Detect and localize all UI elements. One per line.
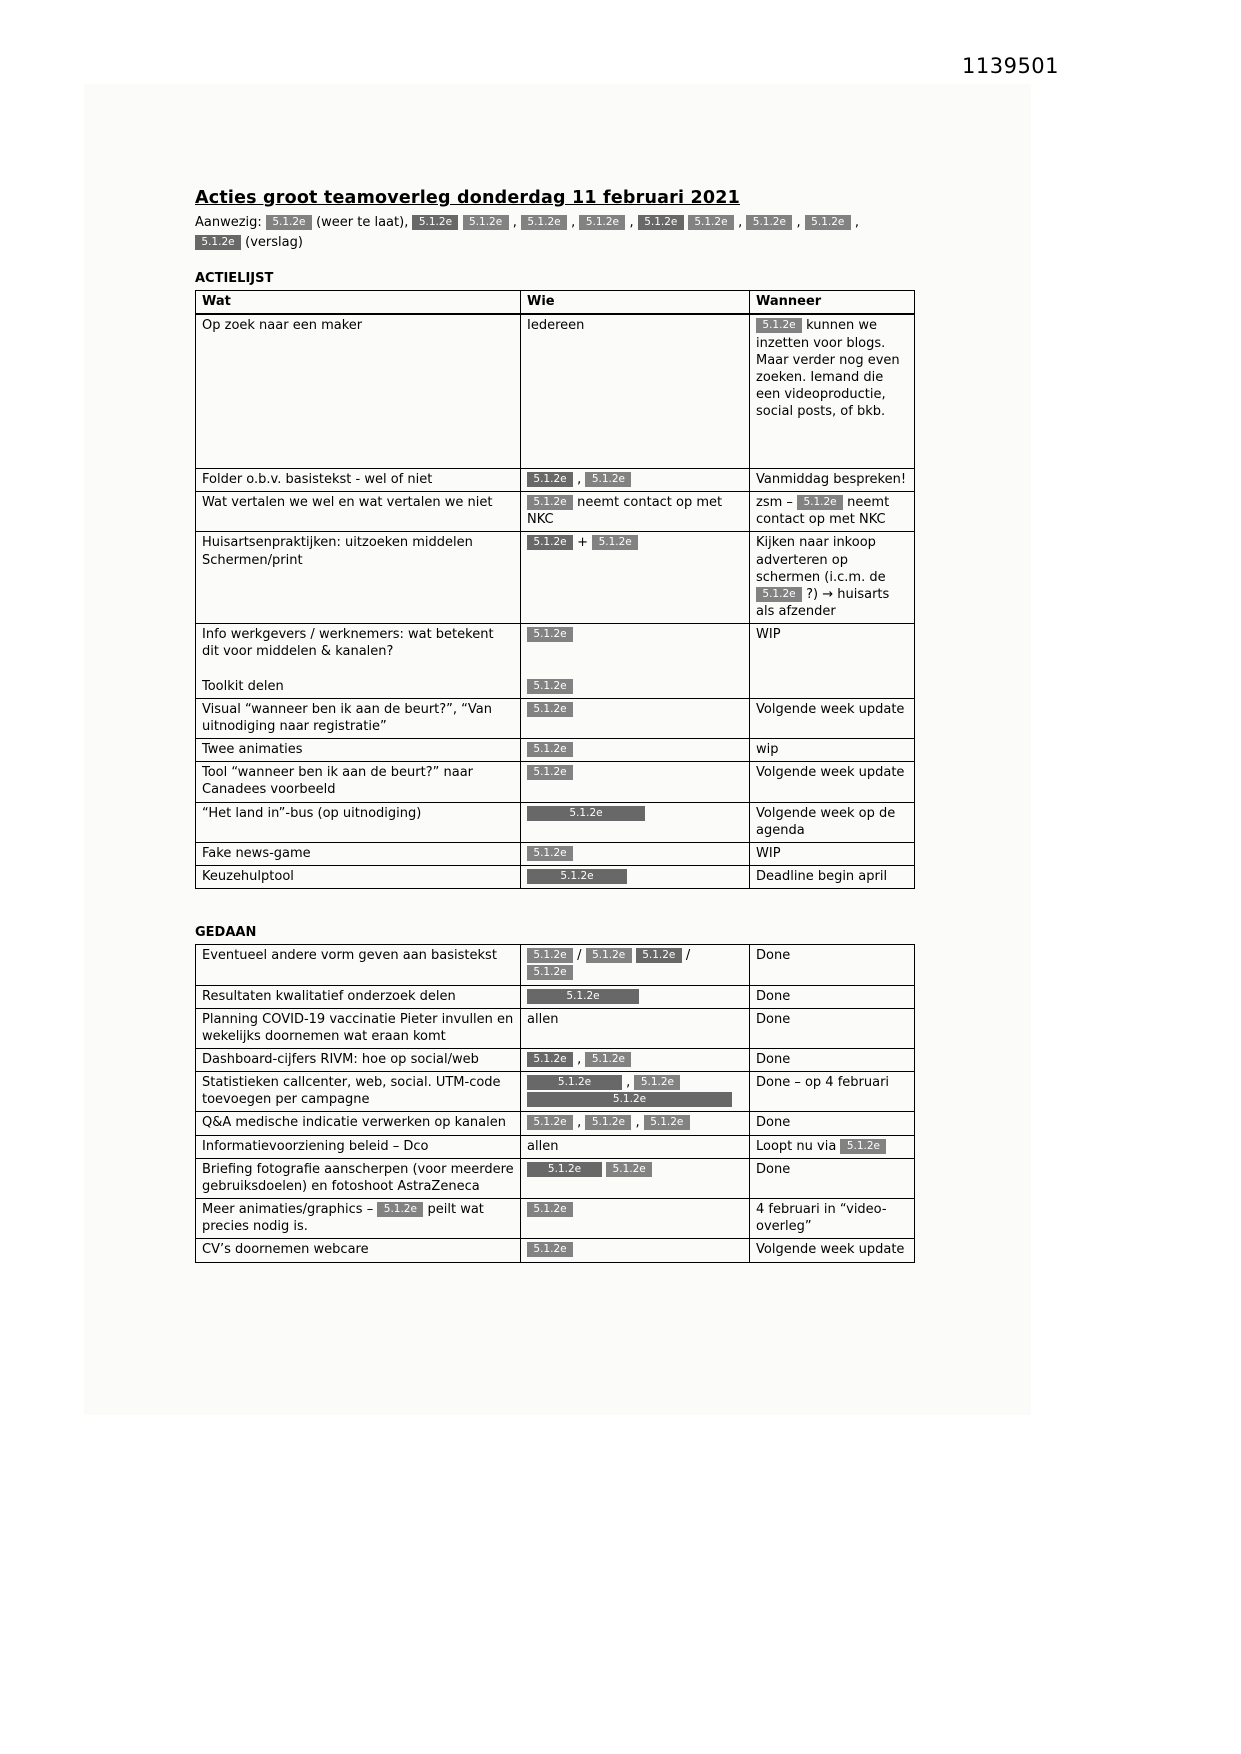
redaction-box: 5.1.2e <box>586 948 632 963</box>
text-segment: Dashboard-cijfers RIVM: hoe op social/web <box>202 1052 479 1067</box>
redaction-box: 5.1.2e <box>585 472 631 487</box>
text-segment: , <box>508 215 521 230</box>
table-cell <box>196 1158 521 1198</box>
column-header: Wanneer <box>750 291 915 315</box>
redaction-box: 5.1.2e <box>527 742 573 757</box>
table-cell <box>196 532 521 624</box>
table-cell <box>521 1158 750 1198</box>
table-row <box>196 532 915 624</box>
text-segment: Keuzehulptool <box>202 869 294 885</box>
text-segment: Twee animaties <box>202 742 303 758</box>
redaction-box: 5.1.2e <box>527 679 573 694</box>
table-row <box>196 698 915 738</box>
text-segment: Informatievoorziening beleid – Dco <box>202 1138 429 1154</box>
table-row <box>196 866 915 889</box>
text-segment: peilt wat precies nodig is. <box>202 1202 484 1235</box>
table-cell <box>521 802 750 842</box>
table-row <box>196 1072 915 1112</box>
table-cell <box>196 1072 521 1112</box>
actielijst-table <box>195 290 915 889</box>
text-segment: Meer animaties/graphics – <box>202 1202 378 1218</box>
text-segment: / <box>681 948 691 964</box>
table-cell <box>750 314 915 468</box>
text-segment: Done <box>756 1161 791 1177</box>
table-row <box>196 762 915 802</box>
text-segment: WIP <box>756 845 781 861</box>
redaction-box: 5.1.2e <box>412 215 458 230</box>
redaction-box: 5.1.2e <box>527 472 573 487</box>
text-segment: Statistieken callcenter, web, social. UTM-code toevoegen per campagne <box>202 1075 501 1108</box>
redaction-box: 5.1.2e <box>805 215 851 230</box>
redaction-box: 5.1.2e <box>585 1115 631 1130</box>
table-row <box>196 314 915 468</box>
text-segment: Volgende week update <box>756 701 905 717</box>
text-segment: Done – op 4 februari <box>756 1075 890 1091</box>
table-cell <box>521 1049 750 1072</box>
text-segment: , <box>573 1115 586 1131</box>
table-cell <box>750 1049 915 1072</box>
table-cell <box>521 624 750 699</box>
table-cell <box>196 314 521 468</box>
text-segment: , <box>567 215 580 230</box>
table-cell <box>750 1135 915 1158</box>
redaction-box: 5.1.2e <box>377 1202 423 1217</box>
table-cell <box>750 866 915 889</box>
table-cell <box>196 866 521 889</box>
redaction-box: 5.1.2e <box>746 215 792 230</box>
text-segment: Info werkgevers / werknemers: wat betekent dit voor middelen & kanalen? <box>202 627 494 660</box>
table-cell <box>521 866 750 889</box>
table-cell <box>750 1158 915 1198</box>
redaction-box: 5.1.2e <box>527 869 627 884</box>
table-row <box>196 492 915 532</box>
column-header: Wie <box>521 291 750 315</box>
text-segment: wip <box>756 742 779 758</box>
text-segment: neemt contact op met NKC <box>527 495 723 528</box>
redaction-box: 5.1.2e <box>463 215 509 230</box>
table-row <box>196 1135 915 1158</box>
text-segment: Planning COVID-19 vaccinatie Pieter invullen en wekelijks doornemen wat eraan komt <box>202 1011 514 1044</box>
table-cell <box>750 762 915 802</box>
table-cell <box>521 739 750 762</box>
text-segment: Huisartsenpraktijken: uitzoeken middelen Schermen/print <box>202 535 473 568</box>
text-segment: Fake news-game <box>202 845 311 861</box>
redaction-box: 5.1.2e <box>527 1162 602 1177</box>
redaction-box: 5.1.2e <box>527 948 573 963</box>
text-segment: zsm – <box>756 495 798 511</box>
redaction-box: 5.1.2e <box>527 702 573 717</box>
redaction-box: 5.1.2e <box>527 765 573 780</box>
header-row <box>196 291 915 315</box>
table-row <box>196 468 915 491</box>
table-cell <box>521 1072 750 1112</box>
text-segment: Iedereen <box>527 318 585 334</box>
table-cell <box>196 468 521 491</box>
text-segment: Volgende week update <box>756 1242 905 1258</box>
redaction-box: 5.1.2e <box>797 495 843 510</box>
text-segment: (weer te laat), <box>311 215 413 230</box>
table-cell <box>521 985 750 1008</box>
redaction-box: 5.1.2e <box>527 806 645 821</box>
redaction-box: 5.1.2e <box>688 215 734 230</box>
text-segment: , <box>625 215 638 230</box>
table-cell <box>196 1049 521 1072</box>
table-cell <box>521 762 750 802</box>
table-row <box>196 985 915 1008</box>
table-row <box>196 1049 915 1072</box>
table-cell <box>521 1008 750 1048</box>
text-segment: Done <box>756 1052 791 1067</box>
text-segment: Briefing fotografie aanscherpen (voor meerdere gebruiksdoelen) en fotoshoot AstraZeneca <box>202 1161 514 1194</box>
text-segment: / <box>573 948 586 964</box>
redaction-box: 5.1.2e <box>527 1092 732 1107</box>
text-segment: allen <box>527 1011 559 1027</box>
redaction-box: 5.1.2e <box>585 1052 631 1067</box>
table-cell <box>750 698 915 738</box>
attendance-line <box>195 213 914 253</box>
redaction-box: 5.1.2e <box>527 1075 622 1090</box>
text-segment: Done <box>756 1115 791 1131</box>
table-cell <box>196 1135 521 1158</box>
text-segment: Vanmiddag bespreken! <box>756 471 907 487</box>
table-cell <box>750 802 915 842</box>
redaction-box: 5.1.2e <box>521 215 567 230</box>
table-row <box>196 842 915 865</box>
text-segment: Loopt nu via <box>756 1138 841 1154</box>
table-cell <box>196 985 521 1008</box>
text-segment: , <box>850 215 860 230</box>
table-cell <box>196 802 521 842</box>
table-cell <box>750 1199 915 1239</box>
redaction-box: 5.1.2e <box>638 215 684 230</box>
table-row <box>196 802 915 842</box>
redaction-box: 5.1.2e <box>527 1115 573 1130</box>
table-row <box>196 945 915 985</box>
table-cell <box>750 1112 915 1135</box>
table-cell <box>196 842 521 865</box>
text-segment: ?) → huisarts als afzender <box>756 586 890 620</box>
text-segment: , <box>573 1052 586 1067</box>
table-cell <box>521 468 750 491</box>
redaction-box: 5.1.2e <box>756 318 802 333</box>
table-cell <box>750 842 915 865</box>
table-cell <box>750 532 915 624</box>
redaction-box: 5.1.2e <box>527 989 639 1004</box>
text-segment: Done <box>756 1011 791 1027</box>
table-row <box>196 1112 915 1135</box>
table-cell <box>521 492 750 532</box>
text-segment: Kijken naar inkoop adverteren op schermen (i.c.m. de <box>756 535 886 585</box>
text-segment: Q&A medische indicatie verwerken op kanalen <box>202 1115 506 1131</box>
redaction-box: 5.1.2e <box>756 587 802 602</box>
table-cell <box>521 314 750 468</box>
redaction-box: 5.1.2e <box>527 627 573 642</box>
text-segment: Done <box>756 988 791 1004</box>
table-cell <box>521 1112 750 1135</box>
table-row <box>196 624 915 699</box>
redaction-box: 5.1.2e <box>527 1242 573 1257</box>
redaction-box: 5.1.2e <box>606 1162 652 1177</box>
section-heading-actielijst: ACTIELIJST <box>195 271 274 287</box>
section-heading-gedaan: GEDAAN <box>195 925 257 941</box>
document-title: Acties groot teamoverleg donderdag 11 februari 2021 <box>195 188 740 208</box>
text-segment: Volgende week update <box>756 765 905 781</box>
table-cell <box>750 945 915 985</box>
redaction-box: 5.1.2e <box>579 215 625 230</box>
table-cell <box>521 1239 750 1262</box>
table-row <box>196 1199 915 1239</box>
text-segment: neemt contact op met NKC <box>756 495 890 528</box>
table-row <box>196 1008 915 1048</box>
table-cell <box>196 492 521 532</box>
table-cell <box>750 492 915 532</box>
page-number: 1139501 <box>962 54 1060 78</box>
table-cell <box>750 1008 915 1048</box>
table-cell <box>521 1135 750 1158</box>
redaction-box: 5.1.2e <box>266 215 312 230</box>
table-cell <box>521 698 750 738</box>
redaction-box: 5.1.2e <box>527 965 573 980</box>
table-cell <box>750 1072 915 1112</box>
text-segment: 4 februari in “video-overleg” <box>756 1202 887 1235</box>
redaction-box: 5.1.2e <box>527 846 573 861</box>
gedaan-table <box>195 944 915 1262</box>
redaction-box: 5.1.2e <box>195 235 241 250</box>
table-cell <box>521 842 750 865</box>
table-cell <box>196 624 521 699</box>
table-cell <box>196 762 521 802</box>
text-segment: Wat vertalen we wel en wat vertalen we niet <box>202 495 493 511</box>
table-cell <box>750 985 915 1008</box>
text-segment: Eventueel andere vorm geven aan basistekst <box>202 948 497 964</box>
table-cell <box>196 739 521 762</box>
text-segment: , <box>573 471 586 487</box>
table-cell <box>196 698 521 738</box>
table-cell <box>750 739 915 762</box>
redaction-box: 5.1.2e <box>527 1202 573 1217</box>
redaction-box: 5.1.2e <box>527 495 573 510</box>
text-segment: , <box>622 1075 635 1091</box>
table-row <box>196 1158 915 1198</box>
text-segment: , <box>733 215 747 230</box>
text-segment: , <box>631 1115 644 1131</box>
redaction-box: 5.1.2e <box>527 535 573 550</box>
table-cell <box>196 1199 521 1239</box>
table-cell <box>196 1239 521 1262</box>
redaction-box: 5.1.2e <box>644 1115 690 1130</box>
text-segment: Done <box>756 948 791 964</box>
text-segment: Volgende week op de agenda <box>756 805 896 838</box>
table-row <box>196 739 915 762</box>
table-cell <box>196 945 521 985</box>
table-row <box>196 1239 915 1262</box>
text-segment: (verslag) <box>241 235 303 251</box>
redaction-box: 5.1.2e <box>840 1139 886 1154</box>
text-segment: , <box>792 215 805 230</box>
table-cell <box>750 624 915 699</box>
table-cell <box>521 532 750 624</box>
text-segment: “Het land in”-bus (op uitnodiging) <box>202 805 422 821</box>
text-segment: allen <box>527 1138 559 1154</box>
redaction-box: 5.1.2e <box>634 1075 680 1090</box>
text-segment: CV’s doornemen webcare <box>202 1242 369 1258</box>
redaction-box: 5.1.2e <box>592 535 638 550</box>
text-segment: WIP <box>756 627 781 643</box>
text-segment: + <box>573 535 593 551</box>
redaction-box: 5.1.2e <box>636 948 682 963</box>
document-content <box>195 188 914 1263</box>
table-cell <box>196 1112 521 1135</box>
table-cell <box>196 1008 521 1048</box>
column-header: Wat <box>196 291 521 315</box>
text-segment: Resultaten kwalitatief onderzoek delen <box>202 988 456 1004</box>
text-segment: Toolkit delen <box>202 678 284 694</box>
table-cell <box>750 468 915 491</box>
text-segment: Aanwezig: <box>195 215 266 230</box>
table-cell <box>521 1199 750 1239</box>
text-segment: Deadline begin april <box>756 869 888 885</box>
redaction-box: 5.1.2e <box>527 1052 573 1067</box>
text-segment: kunnen we inzetten voor blogs. Maar verder nog even zoeken. Iemand die een videoproductie, social posts, of bkb. <box>756 318 900 420</box>
table-cell <box>521 945 750 985</box>
text-segment: Tool “wanneer ben ik aan de beurt?” naar Canadees voorbeeld <box>202 765 474 798</box>
text-segment: Folder o.b.v. basistekst - wel of niet <box>202 471 433 487</box>
text-segment: Visual “wanneer ben ik aan de beurt?”, “Van uitnodiging naar registratie” <box>202 701 492 734</box>
text-segment: Op zoek naar een maker <box>202 318 363 334</box>
table-cell <box>750 1239 915 1262</box>
